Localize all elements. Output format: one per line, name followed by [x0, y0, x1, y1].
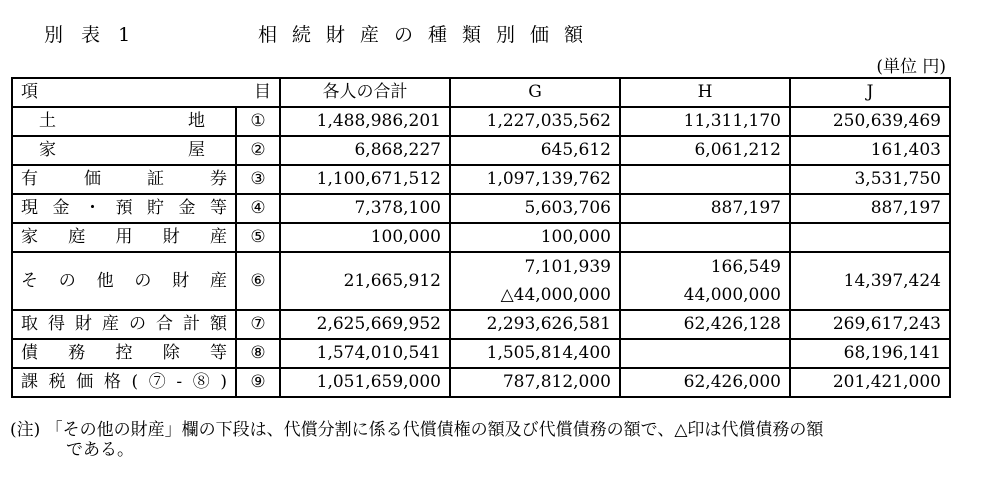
header-row	[12, 78, 950, 107]
cell-j: 201,421,000	[790, 368, 950, 397]
cell-h	[620, 165, 790, 194]
cell-h: 62,426,128	[620, 310, 790, 339]
cell-h	[620, 223, 790, 252]
cell-total: 1,051,659,000	[280, 368, 450, 397]
row-number: ③	[236, 165, 280, 194]
row-number: ④	[236, 194, 280, 223]
cell-g-upper: 7,101,939	[524, 257, 611, 277]
cell-g: 787,812,000	[450, 368, 620, 397]
cell-total: 21,665,912	[280, 252, 450, 310]
cell-h-split	[620, 252, 790, 310]
row-number: ⑨	[236, 368, 280, 397]
row-number: ⑤	[236, 223, 280, 252]
cell-total: 1,488,986,201	[280, 107, 450, 136]
row-label: その他の財産	[12, 252, 236, 310]
header-h: H	[620, 78, 790, 107]
cell-h-upper: 166,549	[710, 257, 781, 277]
row-label: 家屋	[12, 136, 236, 165]
unit-label: (単位 円)	[876, 57, 946, 77]
cell-total: 7,378,100	[280, 194, 450, 223]
footnote-line-1: (注) 「その他の財産」欄の下段は、代償分割に係る代償債権の額及び代償債務の額で、△印は代償債務の額	[10, 420, 824, 440]
cell-j: 3,531,750	[790, 165, 950, 194]
table-row	[12, 368, 950, 397]
cell-g-lower: △44,000,000	[500, 285, 611, 305]
row-number: ⑦	[236, 310, 280, 339]
table-row	[12, 223, 950, 252]
row-label: 債務控除等	[12, 339, 236, 368]
cell-h: 11,311,170	[620, 107, 790, 136]
cell-j: 68,196,141	[790, 339, 950, 368]
cell-j: 269,617,243	[790, 310, 950, 339]
cell-h: 62,426,000	[620, 368, 790, 397]
document-title: 相続財産の種類別価額	[258, 24, 599, 46]
table-row	[12, 136, 950, 165]
row-number: ①	[236, 107, 280, 136]
header-total: 各人の合計	[280, 78, 450, 107]
property-value-table	[11, 77, 951, 398]
row-label: 有価証券	[12, 165, 236, 194]
cell-total: 1,574,010,541	[280, 339, 450, 368]
row-label: 課税価格(⑦-⑧)	[12, 368, 236, 397]
cell-h	[620, 339, 790, 368]
cell-g: 5,603,706	[450, 194, 620, 223]
row-label: 現金・預貯金等	[12, 194, 236, 223]
header-item: 項目	[12, 78, 280, 107]
cell-total: 1,100,671,512	[280, 165, 450, 194]
row-label: 家庭用財産	[12, 223, 236, 252]
cell-j	[790, 223, 950, 252]
cell-g-split	[450, 252, 620, 310]
row-label: 土地	[12, 107, 236, 136]
row-number: ⑥	[236, 252, 280, 310]
cell-g: 1,097,139,762	[450, 165, 620, 194]
table-row	[12, 252, 950, 310]
cell-g: 645,612	[450, 136, 620, 165]
caption-label: 別 表 1	[44, 24, 137, 46]
cell-total: 6,868,227	[280, 136, 450, 165]
cell-h-lower: 44,000,000	[683, 285, 781, 305]
header-g: G	[450, 78, 620, 107]
cell-j: 14,397,424	[790, 252, 950, 310]
table-row	[12, 107, 950, 136]
cell-g: 100,000	[450, 223, 620, 252]
header-j: J	[790, 78, 950, 107]
cell-j: 250,639,469	[790, 107, 950, 136]
table-row	[12, 165, 950, 194]
row-label: 取得財産の合計額	[12, 310, 236, 339]
cell-total: 2,625,669,952	[280, 310, 450, 339]
row-number: ⑧	[236, 339, 280, 368]
table-row	[12, 310, 950, 339]
cell-g: 2,293,626,581	[450, 310, 620, 339]
table-row	[12, 339, 950, 368]
cell-h: 887,197	[620, 194, 790, 223]
cell-h: 6,061,212	[620, 136, 790, 165]
cell-g: 1,227,035,562	[450, 107, 620, 136]
cell-total: 100,000	[280, 223, 450, 252]
row-number: ②	[236, 136, 280, 165]
cell-j: 161,403	[790, 136, 950, 165]
table-row	[12, 194, 950, 223]
footnote-line-2: である。	[66, 440, 134, 460]
cell-j: 887,197	[790, 194, 950, 223]
cell-g: 1,505,814,400	[450, 339, 620, 368]
